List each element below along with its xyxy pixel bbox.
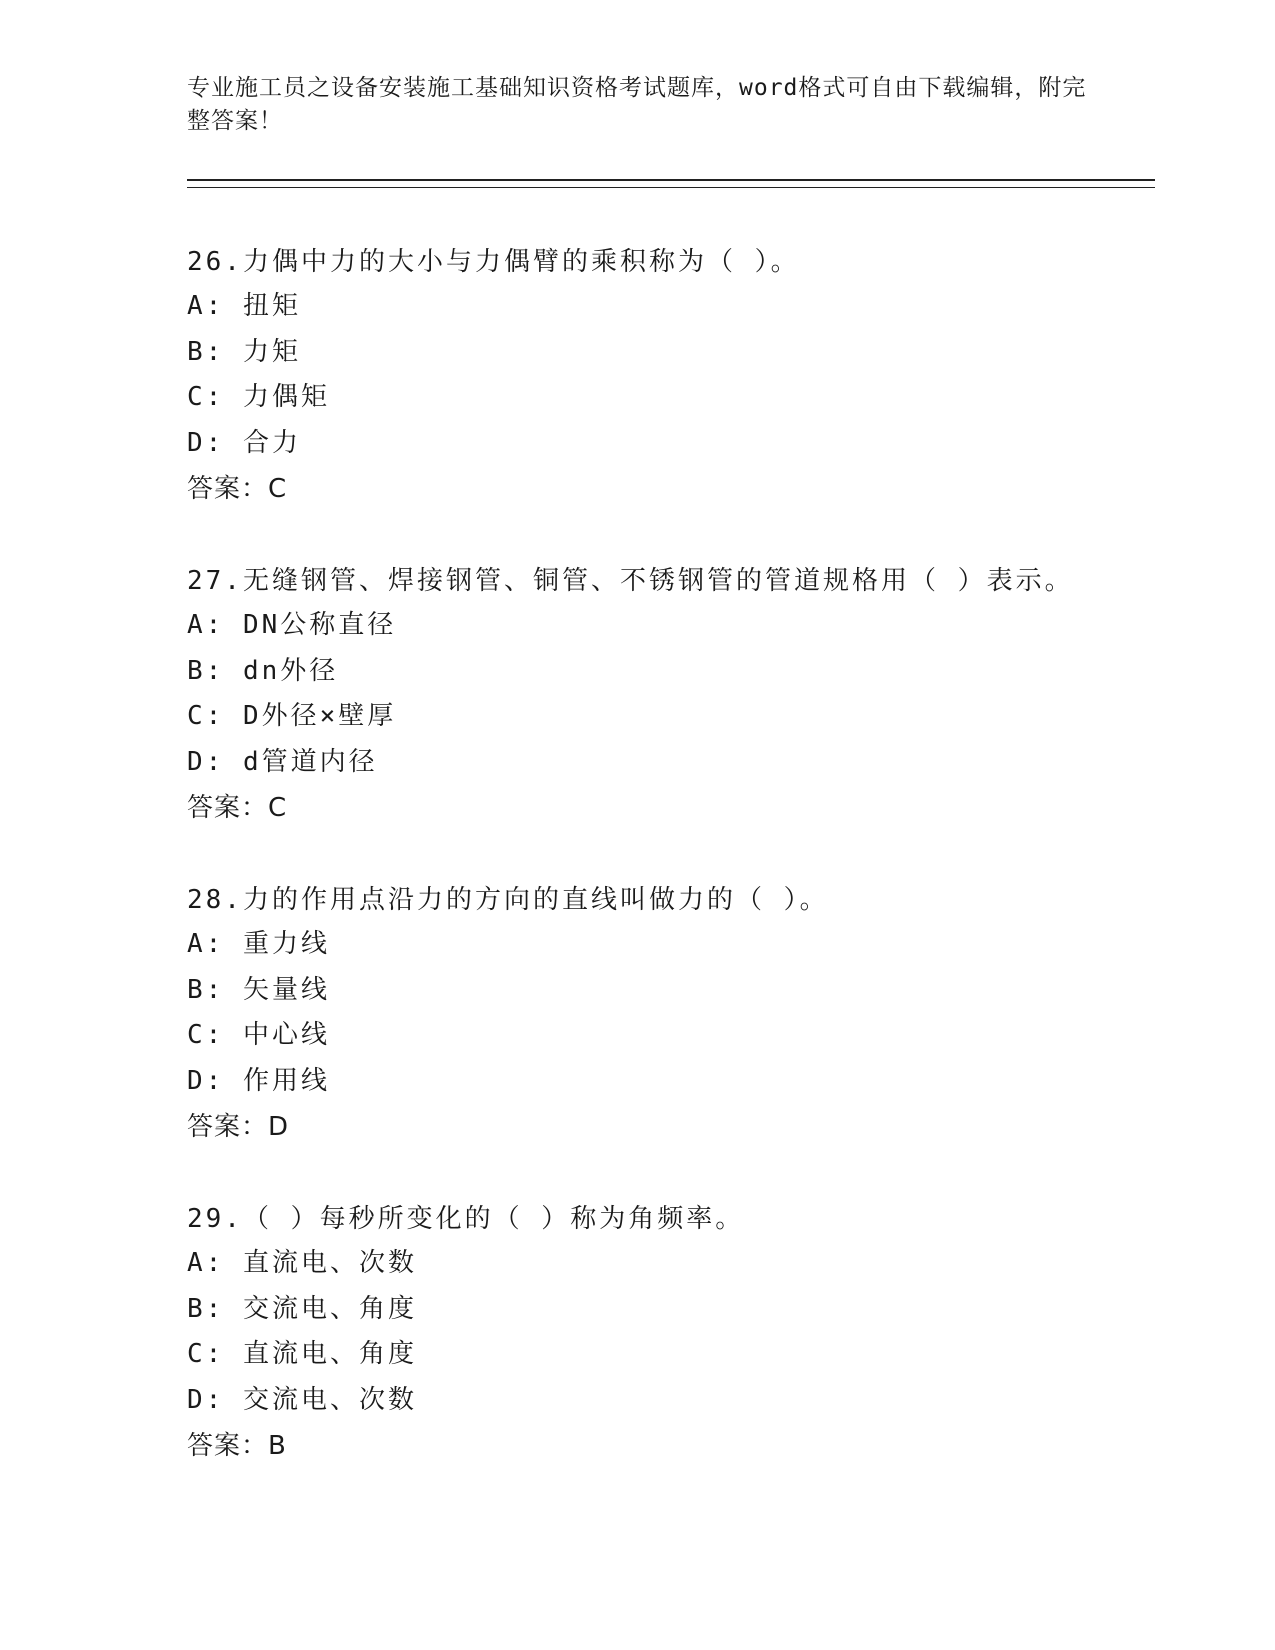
answer: 答案：C <box>187 474 288 504</box>
answer: 答案：B <box>187 1431 287 1461</box>
option-c: C: 直流电、角度 <box>187 1339 417 1369</box>
option-a: A: DN公称直径 <box>187 610 397 640</box>
option-a: A: 重力线 <box>187 929 330 959</box>
option-d: D: d管道内径 <box>187 746 378 777</box>
question-28 <box>187 878 1155 1150</box>
option-d: D: 作用线 <box>187 1065 330 1096</box>
option-b: B: 交流电、角度 <box>187 1293 417 1324</box>
option-d: D: 合力 <box>187 427 301 458</box>
option-c: C: 中心线 <box>187 1020 330 1050</box>
question-27 <box>187 559 1155 831</box>
question-stem: 29.（ ）每秒所变化的（ ）称为角频率。 <box>187 1204 745 1234</box>
option-c: C: 力偶矩 <box>187 382 330 412</box>
option-c: C: D外径×壁厚 <box>187 701 397 731</box>
option-b: B: 矢量线 <box>187 974 330 1005</box>
option-a: A: 直流电、次数 <box>187 1248 417 1278</box>
header-divider <box>187 179 1155 188</box>
question-26 <box>187 240 1155 512</box>
answer: 答案：C <box>187 793 288 823</box>
question-29 <box>187 1197 1155 1469</box>
option-b: B: 力矩 <box>187 336 301 367</box>
question-stem: 27.无缝钢管、焊接钢管、铜管、不锈钢管的管道规格用（ ）表示。 <box>187 566 1074 596</box>
option-b: B: dn外径 <box>187 655 339 686</box>
option-a: A: 扭矩 <box>187 291 301 321</box>
answer: 答案：D <box>187 1112 290 1142</box>
option-d: D: 交流电、次数 <box>187 1384 417 1415</box>
document-page <box>187 72 1155 1469</box>
document-header: 专业施工员之设备安装施工基础知识资格考试题库，word格式可自由下载编辑，附完整答案！ <box>187 75 1087 134</box>
question-stem: 28.力的作用点沿力的方向的直线叫做力的（ ）。 <box>187 885 829 915</box>
question-stem: 26.力偶中力的大小与力偶臂的乘积称为（ ）。 <box>187 247 800 277</box>
